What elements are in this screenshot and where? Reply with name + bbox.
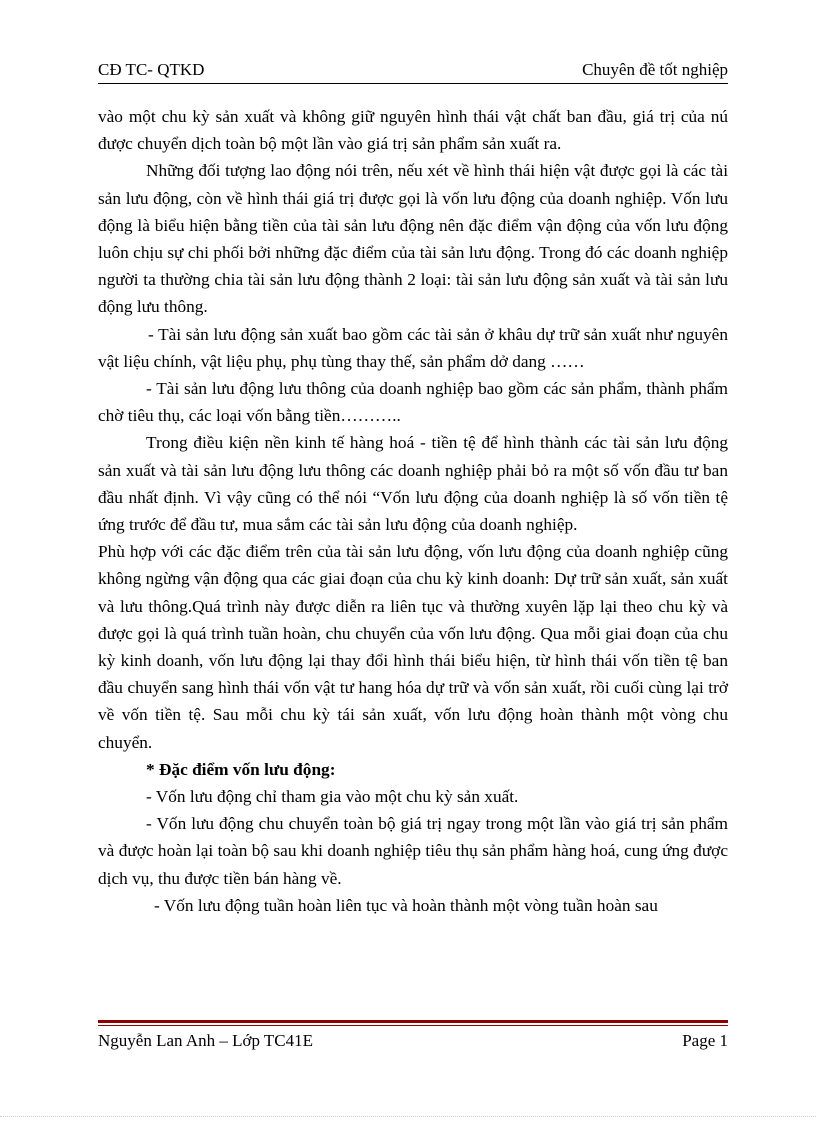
paragraph-market-economy: Trong điều kiện nền kinh tế hàng hoá - tiền tệ để hình thành các tài sản lưu động sản xuất và tài sản lưu động lưu thông các doanh nghiệp phải bỏ ra một số vốn đầu tư ban đầu nhất định. Vì vậy cũng có thể nói “Vốn lưu động của doanh nghiệp là số vốn tiền tệ ứng trước để đầu tư, mua sắm các tài sản lưu động của doanh nghiệp. xyxy=(98,433,728,535)
header-right-text: Chuyên đề tốt nghiệp xyxy=(582,60,728,79)
page-header xyxy=(98,54,728,84)
list-item-characteristic-1: - Vốn lưu động chỉ tham gia vào một chu kỳ sản xuất. xyxy=(146,787,519,807)
footer-author: Nguyễn Lan Anh – Lớp TC41E xyxy=(98,1031,314,1050)
header-divider xyxy=(98,83,728,84)
list-item-characteristic-2: - Vốn lưu động chu chuyển toàn bộ giá trị ngay trong một lần vào giá trị sản phẩm và được hoàn lại toàn bộ sau khi doanh nghiệp tiêu thụ sản phẩm hàng hoá, cung ứng được dịch vụ, thu được tiền bán hàng về. xyxy=(98,814,728,888)
paragraph-circulation-cycle: Phù hợp với các đặc điểm trên của tài sản lưu động, vốn lưu động của doanh nghiệp cũng không ngừng vận động qua các giai đoạn của chu kỳ kinh doanh: Dự trữ sản xuất, sản xuất và lưu thông.Quá trình này được diễn ra liên tục và thường xuyên lặp lại theo chu kỳ và được gọi là quá trình tuần hoàn, chu chuyển của vốn lưu động. Qua mỗi giai đoạn của chu kỳ kinh doanh, vốn lưu động lại thay đổi hình thái biểu hiện, từ hình thái vốn tiền tệ ban đầu chuyển sang hình thái vốn vật tư hang hóa dự trữ và vốn sản xuất, rồi cuối cùng lại trở về vốn tiền tệ. Sau mỗi chu kỳ tái sản xuất, vốn lưu động hoàn thành một vòng chu chuyển. xyxy=(98,542,728,752)
footer-divider-thin xyxy=(98,1025,728,1026)
document-body xyxy=(98,103,728,919)
header-left-text: CĐ TC- QTKD xyxy=(98,60,205,79)
paragraph-circulation-assets: - Tài sản lưu động lưu thông của doanh nghiệp bao gồm các sản phẩm, thành phẩm chờ tiêu thụ, các loại vốn bằng tiền……….. xyxy=(98,379,728,426)
page-edge-line xyxy=(0,1116,816,1117)
list-item-characteristic-3: - Vốn lưu động tuần hoàn liên tục và hoàn thành một vòng tuần hoàn sau xyxy=(154,895,658,915)
paragraph-production-assets: - Tài sản lưu động sản xuất bao gồm các tài sản ở khâu dự trữ sản xuất như nguyên vật liệu chính, vật liệu phụ, phụ tùng thay thế, sản phẩm dở dang …… xyxy=(98,324,728,371)
paragraph-continuation: vào một chu kỳ sản xuất và không giữ nguyên hình thái vật chất ban đầu, giá trị của nú được chuyển dịch toàn bộ một lần vào giá trị sản phẩm sản xuất ra. xyxy=(98,107,728,154)
page-number: Page 1 xyxy=(682,1031,728,1050)
paragraph-working-capital-definition: Những đối tượng lao động nói trên, nếu xét về hình thái hiện vật được gọi là các tài sản lưu động, còn về hình thái giá trị được gọi là vốn lưu động của doanh nghiệp. Vốn lưu động là biểu hiện bằng tiền của tài sản lưu động nên đặc điểm vận động của vốn lưu động luôn chịu sự chi phối bởi những đặc điểm của tài sản lưu động. Trong đó các doanh nghiệp người ta thường chia tài sản lưu động thành 2 loại: tài sản lưu động sản xuất và tài sản lưu động lưu thông. xyxy=(98,161,728,317)
section-heading-characteristics: * Đặc điểm vốn lưu động: xyxy=(146,759,336,779)
footer-divider-thick xyxy=(98,1020,728,1023)
